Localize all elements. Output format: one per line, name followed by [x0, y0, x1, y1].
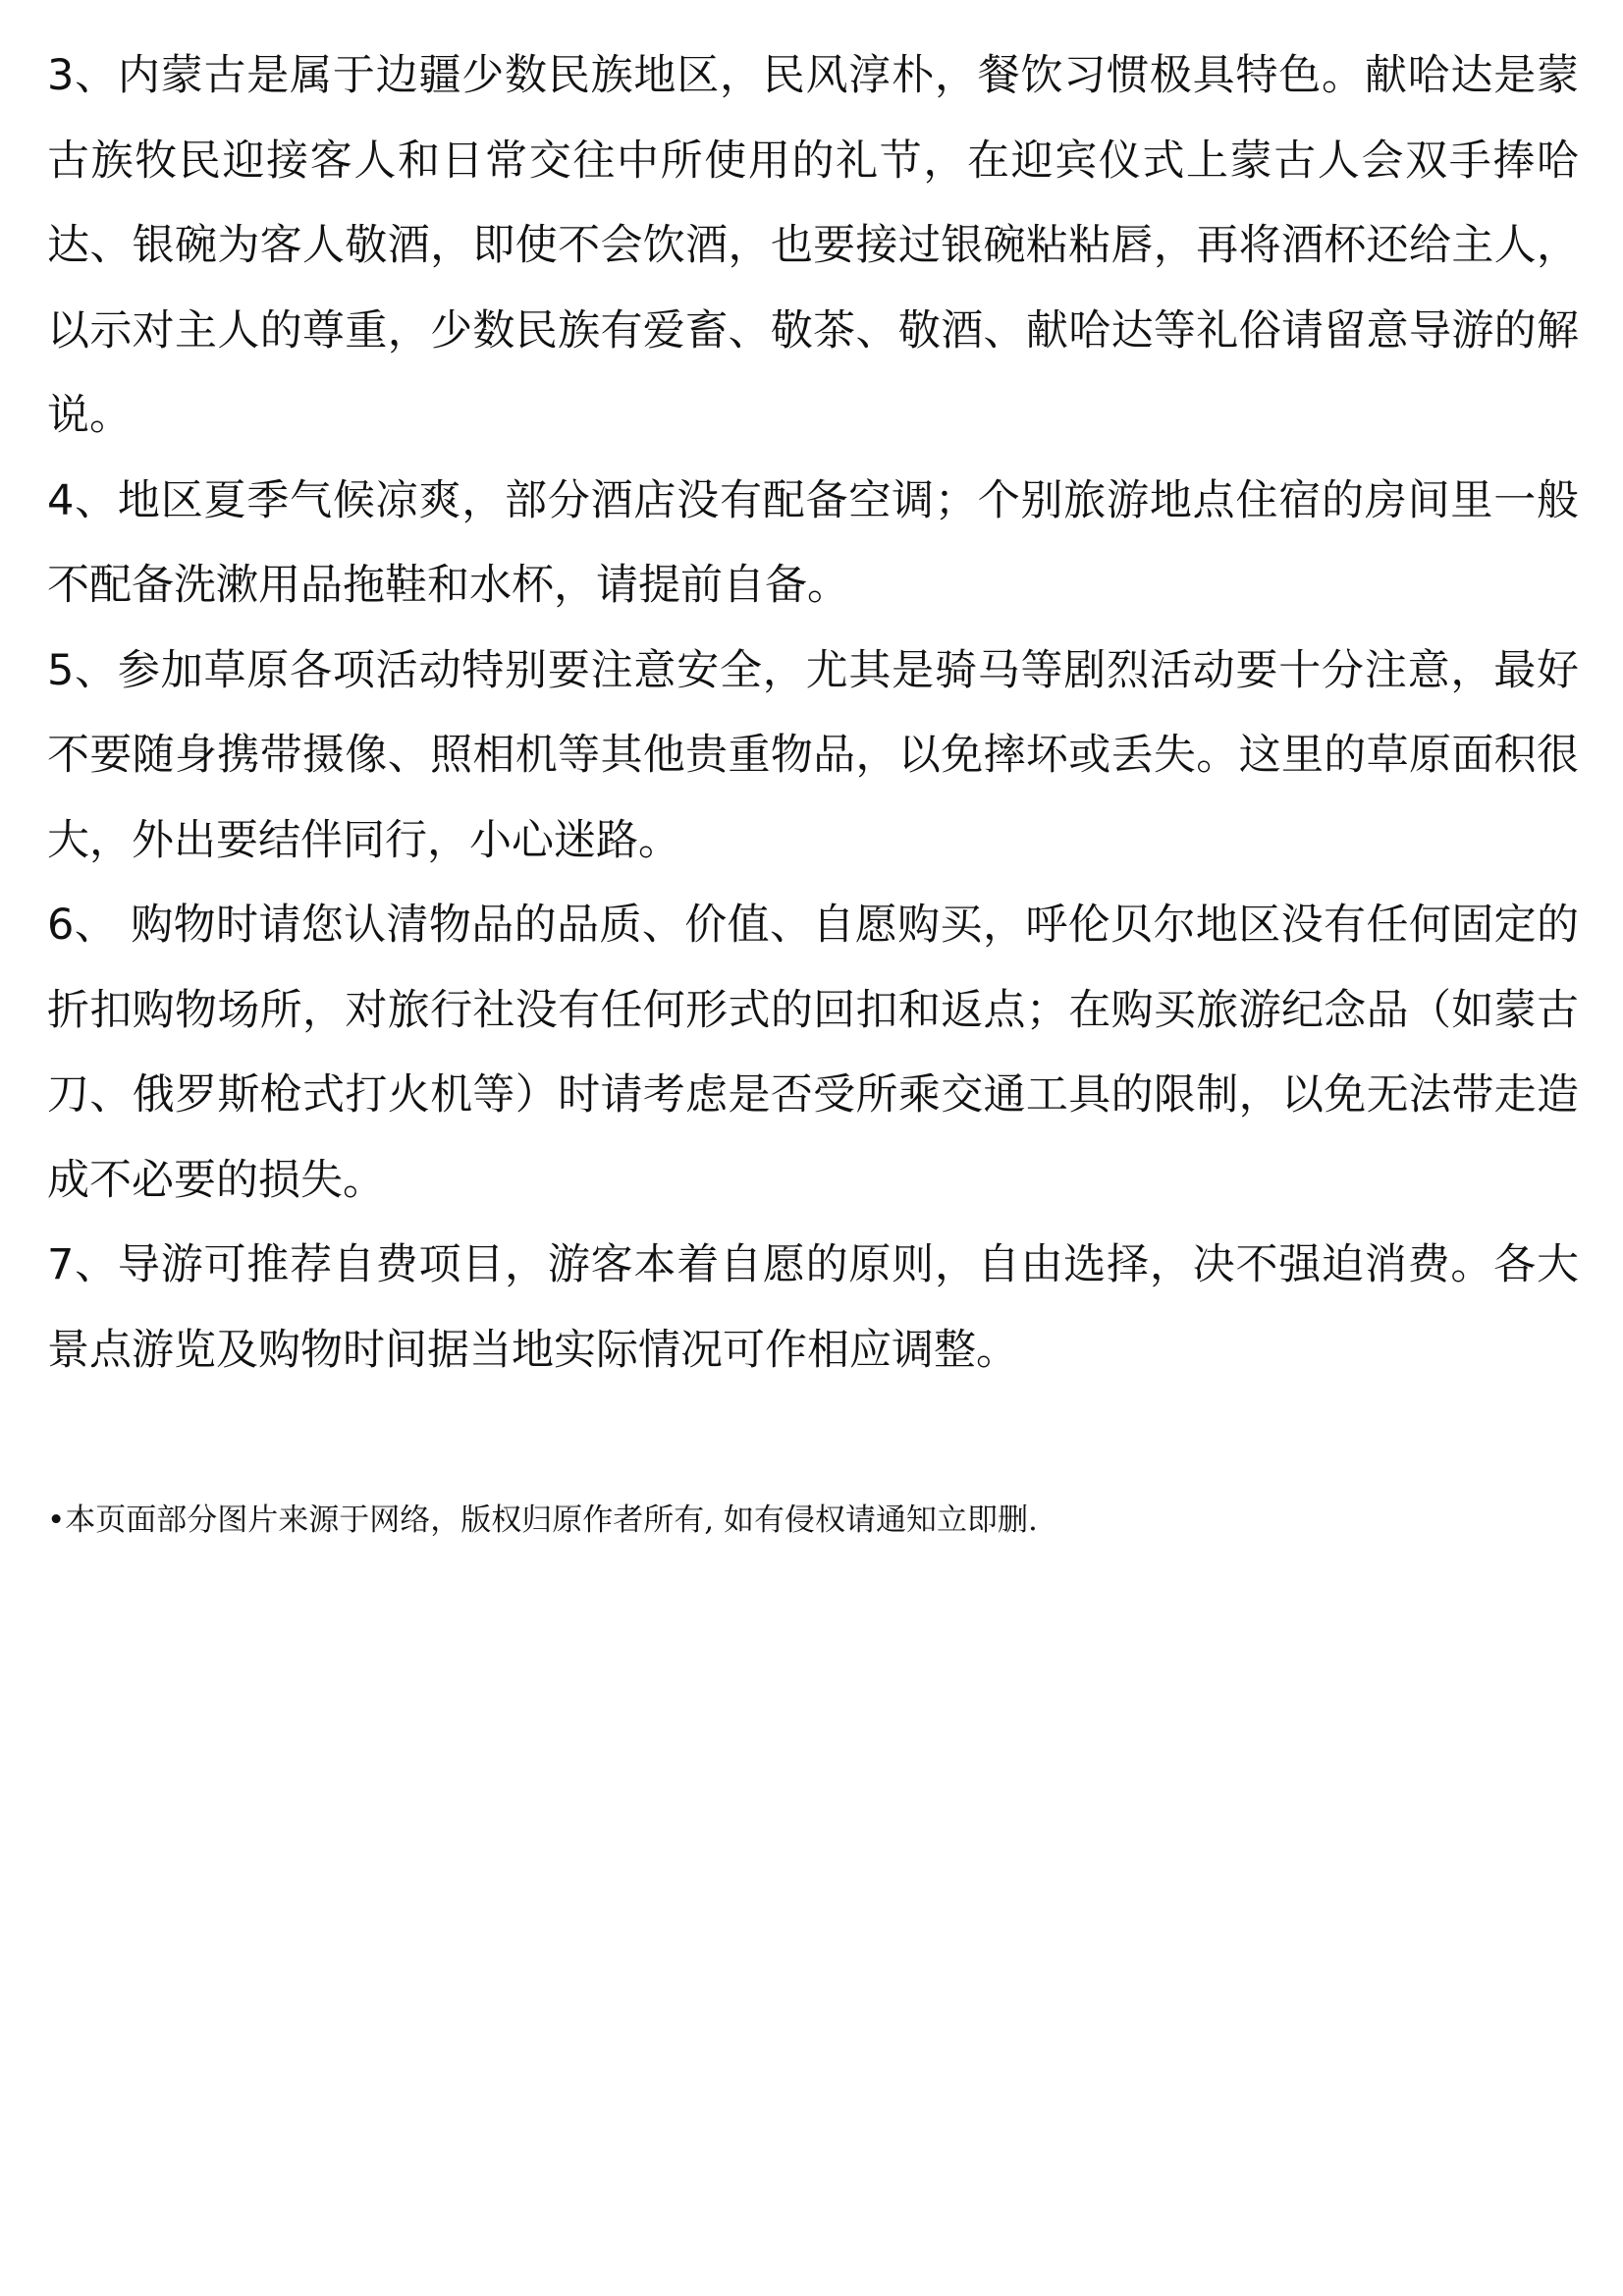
notice-body — [47, 33, 1579, 1393]
notice-item-6: 6、 购物时请您认清物品的品质、价值、自愿购买，呼伦贝尔地区没有任何固定的折扣购物场所，对旅行社没有任何形式的回扣和返点；在购买旅游纪念品（如蒙古刀、俄罗斯枪式打火机等）时请考虑是否受所乘交通工具的限制，以免无法带走造成不必要的损失。 — [47, 901, 1579, 1205]
notice-item-3: 3、内蒙古是属于边疆少数民族地区，民风淳朴，餐饮习惯极具特色。献哈达是蒙古族牧民迎接客人和日常交往中所使用的礼节，在迎宾仪式上蒙古人会双手捧哈达、银碗为客人敬酒，即使不会饮酒，也要接过银碗粘粘唇，再将酒杯还给主人，以示对主人的尊重，少数民族有爱畜、敬茶、敬酒、献哈达等礼俗请留意导游的解说。 — [47, 51, 1579, 440]
copyright-footnote: •本页面部分图片来源于网络，版权归原作者所有, 如有侵权请通知立即删. — [47, 1503, 1038, 1538]
notice-item-5: 5、参加草原各项活动特别要注意安全，尤其是骑马等剧烈活动要十分注意，最好不要随身携带摄像、照相机等其他贵重物品，以免摔坏或丢失。这里的草原面积很大，外出要结伴同行，小心迷路。 — [47, 645, 1579, 865]
notice-item-4: 4、地区夏季气候凉爽，部分酒店没有配备空调；个别旅游地点住宿的房间里一般不配备洗漱用品拖鞋和水杯，请提前自备。 — [47, 475, 1579, 610]
notice-item-7: 7、导游可推荐自费项目，游客本着自愿的原则，自由选择，决不强迫消费。各大景点游览及购物时间据当地实际情况可作相应调整。 — [47, 1240, 1579, 1375]
